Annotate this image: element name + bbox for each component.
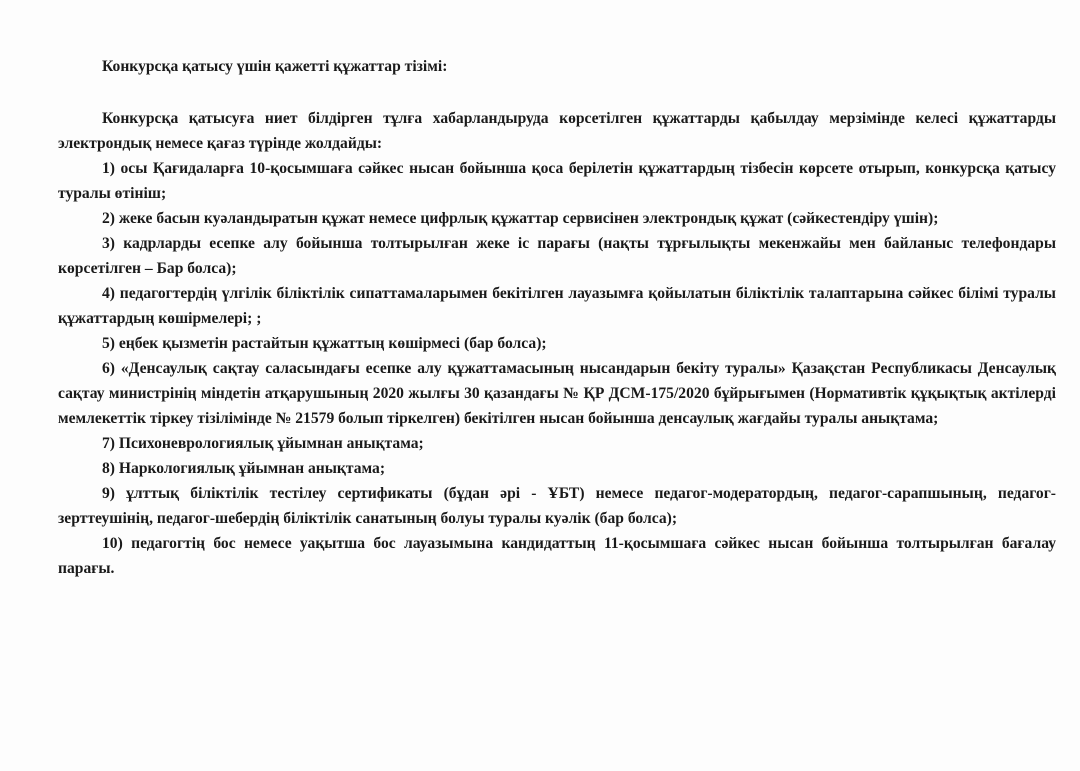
intro-paragraph: Конкурсқа қатысуға ниет білдірген тұлға хабарландыруда көрсетілген құжаттарды қабылдау мерзімінде келесі құжаттарды электрондық немесе қағаз түрінде жолдайды:: [58, 110, 1056, 152]
document-body: [58, 54, 1056, 581]
document-title: Конкурсқа қатысу үшін қажетті құжаттар тізімі:: [102, 58, 448, 75]
list-item: 8) Наркологиялық ұйымнан анықтама;: [102, 460, 386, 477]
list-item: 5) еңбек қызметін растайтын құжаттың көшірмесі (бар болса);: [102, 335, 547, 352]
list-item: 4) педагогтердің үлгілік біліктілік сипаттамаларымен бекітілген лауазымға қойылатын біліктілік талаптарына сәйкес білімі туралы құжаттардың көшірмелері; ;: [58, 285, 1056, 327]
list-item: 7) Психоневрологиялық ұйымнан анықтама;: [102, 435, 424, 452]
list-item: 3) кадрларды есепке алу бойынша толтырылған жеке іс парағы (нақты тұрғылықты мекенжайы мен байланыс телефондары көрсетілген – Бар болса);: [58, 235, 1056, 277]
list-item: 2) жеке басын куәландыратын құжат немесе цифрлық құжаттар сервисінен электрондық құжат (сәйкестендіру үшін);: [102, 210, 939, 227]
list-item: 1) осы Қағидаларға 10-қосымшаға сәйкес нысан бойынша қоса берілетін құжаттардың тізбесін көрсете отырып, конкурсқа қатысу туралы өтініш;: [58, 160, 1056, 202]
list-item: 9) ұлттық біліктілік тестілеу сертификаты (бұдан әрі - ҰБТ) немесе педагог-модератордың, педагог-сарапшының, педагог-зерттеушінің, педагог-шебердің біліктілік санатының болуы туралы куәлік (бар болса);: [58, 485, 1056, 527]
list-item: 10) педагогтің бос немесе уақытша бос лауазымына кандидаттың 11-қосымшаға сәйкес нысан бойынша толтырылған бағалау парағы.: [58, 535, 1056, 577]
list-item: 6) «Денсаулық сақтау саласындағы есепке алу құжаттамасының нысандарын бекіту туралы» Қазақстан Республикасы Денсаулық сақтау министрінің міндетін атқарушының 2020 жылғы 30 қазандағы № ҚР ДСМ-175/2020 бұйрығымен (Нормативтік құқықтық актілерді мемлекеттік тіркеу тізілімінде № 21579 болып тіркелген) бекітілген нысан бойынша денсаулық жағдайы туралы анықтама;: [58, 360, 1056, 427]
